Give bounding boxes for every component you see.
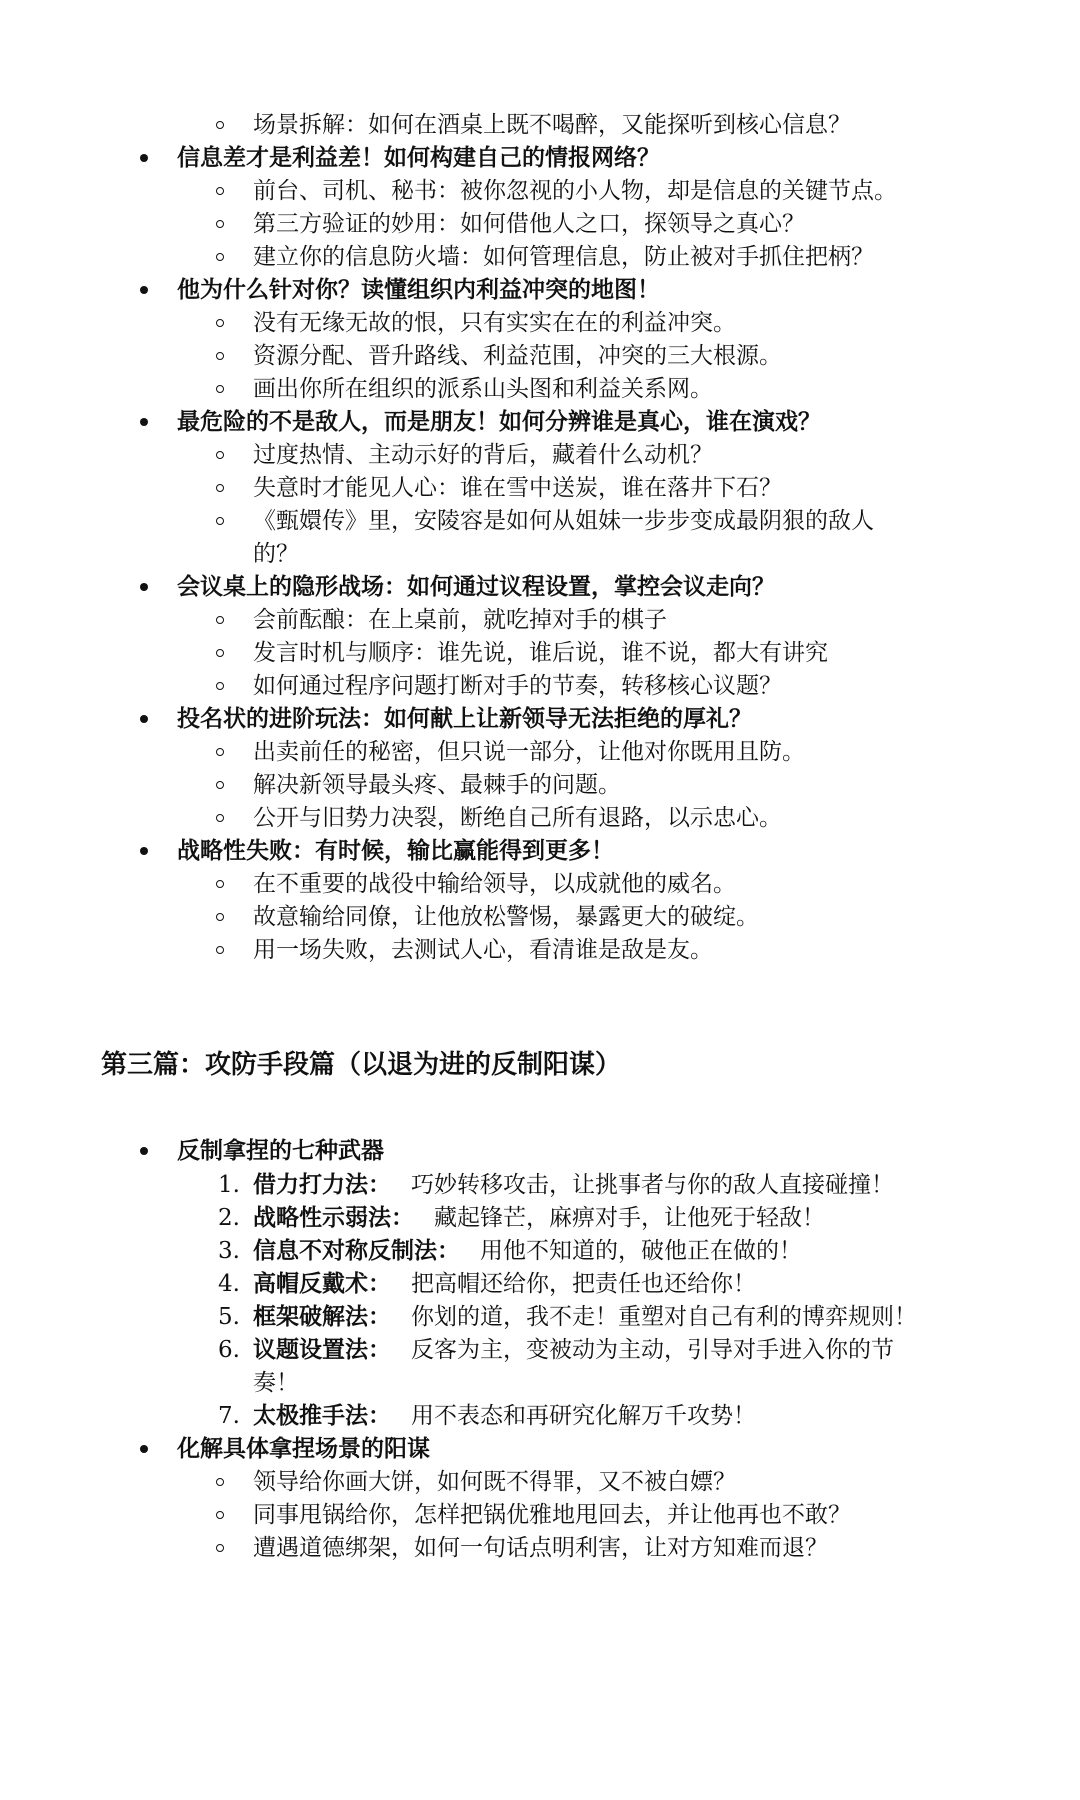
- list-number: 3.: [218, 1238, 240, 1264]
- sub-bullet-marker: [216, 385, 224, 393]
- item-desc: 反客为主，变被动为主动，引导对手进入你的节: [411, 1337, 894, 1363]
- numbered-item: [253, 1333, 894, 1367]
- list-item: 发言时机与顺序：谁先说，谁后说，谁不说，都大有讲究: [253, 640, 828, 666]
- list-item: 画出你所在组织的派系山头图和利益关系网。: [253, 376, 713, 402]
- item-term: 太极推手法：: [253, 1403, 391, 1429]
- item-desc: 用不表态和再研究化解万千攻势！: [411, 1403, 756, 1429]
- bullet-marker: [140, 847, 148, 855]
- section-item-title: 化解具体拿捏场景的阳谋: [177, 1436, 430, 1462]
- list-item: 前台、司机、秘书：被你忽视的小人物，却是信息的关键节点。: [253, 178, 897, 204]
- section-item-title: 战略性失败：有时候，输比赢能得到更多！: [177, 838, 614, 864]
- item-term: 信息不对称反制法：: [253, 1238, 460, 1264]
- sub-bullet-marker: [216, 913, 224, 921]
- list-number: 7.: [218, 1403, 240, 1429]
- list-number: 6.: [218, 1337, 240, 1363]
- section-heading: 第三篇：攻防手段篇（以退为进的反制阳谋）: [101, 1050, 622, 1080]
- numbered-item: [253, 1399, 756, 1433]
- sub-bullet-marker: [216, 187, 224, 195]
- section-item-title: 投名状的进阶玩法：如何献上让新领导无法拒绝的厚礼？: [177, 706, 752, 732]
- list-number: 2.: [218, 1205, 240, 1231]
- list-number: 1.: [218, 1172, 240, 1198]
- list-item: 如何通过程序问题打断对手的节奏，转移核心议题？: [253, 673, 782, 699]
- list-item-continuation: 的？: [253, 541, 299, 567]
- sub-bullet-marker: [216, 253, 224, 261]
- bullet-marker: [140, 1445, 148, 1453]
- list-item: 会前酝酿：在上桌前，就吃掉对手的棋子: [253, 607, 667, 633]
- numbered-item: [253, 1300, 917, 1334]
- list-item: 第三方验证的妙用：如何借他人之口，探领导之真心？: [253, 211, 805, 237]
- item-term: 战略性示弱法：: [253, 1205, 414, 1231]
- sub-bullet-marker: [216, 880, 224, 888]
- list-item: 故意输给同僚，让他放松警惕，暴露更大的破绽。: [253, 904, 759, 930]
- list-item: 用一场失败，去测试人心，看清谁是敌是友。: [253, 937, 713, 963]
- list-item: 出卖前任的秘密，但只说一部分，让他对你既用且防。: [253, 739, 805, 765]
- list-item: 同事甩锅给你，怎样把锅优雅地甩回去，并让他再也不敢？: [253, 1502, 851, 1528]
- item-desc: 你划的道，我不走！重塑对自己有利的博弈规则！: [411, 1304, 917, 1330]
- list-number: 5.: [218, 1304, 240, 1330]
- bullet-marker: [140, 154, 148, 162]
- list-item: 没有无缘无故的恨，只有实实在在的利益冲突。: [253, 310, 736, 336]
- section-item-title: 最危险的不是敌人，而是朋友！如何分辨谁是真心，谁在演戏？: [177, 409, 821, 435]
- sub-bullet-marker: [216, 484, 224, 492]
- section-item-title: 他为什么针对你？读懂组织内利益冲突的地图！: [177, 277, 660, 303]
- sub-bullet-marker: [216, 121, 224, 129]
- numbered-item: [253, 1201, 825, 1235]
- sub-bullet-marker: [216, 748, 224, 756]
- list-item: 在不重要的战役中输给领导，以成就他的威名。: [253, 871, 736, 897]
- item-desc: 藏起锋芒，麻痹对手，让他死于轻敌！: [434, 1205, 825, 1231]
- sub-bullet-marker: [216, 946, 224, 954]
- sub-bullet-marker: [216, 616, 224, 624]
- sub-bullet-marker: [216, 781, 224, 789]
- item-desc: 把高帽还给你，把责任也还给你！: [411, 1271, 756, 1297]
- list-item: 公开与旧势力决裂，断绝自己所有退路，以示忠心。: [253, 805, 782, 831]
- sub-bullet-marker: [216, 220, 224, 228]
- numbered-item-continuation: 奏！: [253, 1370, 299, 1396]
- sub-bullet-marker: [216, 1544, 224, 1552]
- item-term: 高帽反戴术：: [253, 1271, 391, 1297]
- numbered-item: [253, 1234, 802, 1268]
- section-item-title: 信息差才是利益差！如何构建自己的情报网络？: [177, 145, 660, 171]
- list-item: 资源分配、晋升路线、利益范围，冲突的三大根源。: [253, 343, 782, 369]
- list-item: 解决新领导最头疼、最棘手的问题。: [253, 772, 621, 798]
- list-item: 领导给你画大饼，如何既不得罪，又不被白嫖？: [253, 1469, 736, 1495]
- section-item-title: 反制拿捏的七种武器: [177, 1138, 384, 1164]
- list-item: 遭遇道德绑架，如何一句话点明利害，让对方知难而退？: [253, 1535, 828, 1561]
- sub-bullet-marker: [216, 517, 224, 525]
- bullet-marker: [140, 286, 148, 294]
- numbered-item: [253, 1168, 894, 1202]
- list-item: 《甄嬛传》里，安陵容是如何从姐妹一步步变成最阴狠的敌人: [253, 508, 874, 534]
- sub-bullet-marker: [216, 1511, 224, 1519]
- item-desc: 巧妙转移攻击，让挑事者与你的敌人直接碰撞！: [411, 1172, 894, 1198]
- sub-bullet-marker: [216, 814, 224, 822]
- item-term: 议题设置法：: [253, 1337, 391, 1363]
- sub-bullet-marker: [216, 649, 224, 657]
- bullet-marker: [140, 1147, 148, 1155]
- item-desc: 用他不知道的，破他正在做的！: [480, 1238, 802, 1264]
- sub-bullet-marker: [216, 352, 224, 360]
- sub-bullet-marker: [216, 1478, 224, 1486]
- bullet-marker: [140, 583, 148, 591]
- sub-bullet-marker: [216, 682, 224, 690]
- list-item: 过度热情、主动示好的背后，藏着什么动机？: [253, 442, 713, 468]
- section-item-title: 会议桌上的隐形战场：如何通过议程设置，掌控会议走向？: [177, 574, 775, 600]
- list-number: 4.: [218, 1271, 240, 1297]
- item-term: 借力打力法：: [253, 1172, 391, 1198]
- list-item: 建立你的信息防火墙：如何管理信息，防止被对手抓住把柄？: [253, 244, 874, 270]
- sub-bullet-marker: [216, 319, 224, 327]
- list-item: 失意时才能见人心：谁在雪中送炭，谁在落井下石？: [253, 475, 782, 501]
- numbered-item: [253, 1267, 756, 1301]
- item-term: 框架破解法：: [253, 1304, 391, 1330]
- bullet-marker: [140, 715, 148, 723]
- sub-bullet-marker: [216, 451, 224, 459]
- bullet-marker: [140, 418, 148, 426]
- list-item: 场景拆解：如何在酒桌上既不喝醉，又能探听到核心信息？: [253, 112, 851, 138]
